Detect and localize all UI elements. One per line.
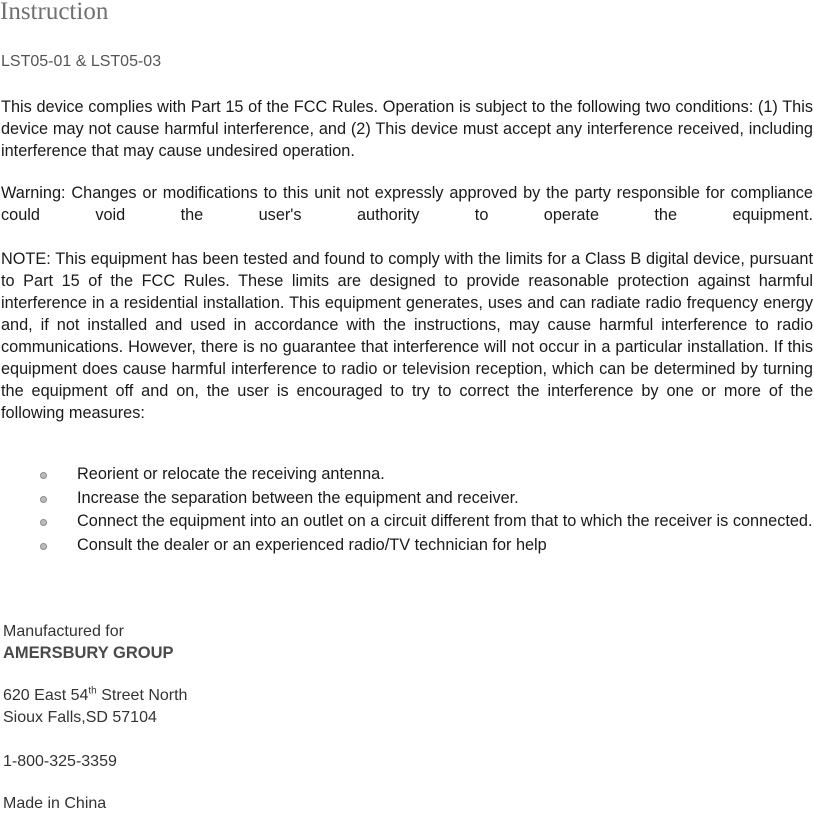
bullet-icon: [40, 543, 47, 550]
note-paragraph: NOTE: This equipment has been tested and found to comply with the limits for a Class B digital device, pursuant to Part 15 of the FCC Rules. These limits are designed to provide reasonable protection against harmful interference in a residential installation. This equipment generates, uses and can radiate radio frequency energy and, if not installed and used in accordance with the instructions, may cause harmful interference to radio communications. However, there is no guarantee that interference will not occur in a particular installation. If this equipment does cause harmful interference to radio or television reception, which can be determined by turning the equipment off and on, the user is encouraged to try to correct the interference by one or more of the following measures:: [1, 250, 813, 422]
model-numbers: LST05-01 & LST05-03: [1, 53, 162, 70]
list-item: [0, 487, 814, 511]
address-city: Sioux Falls,SD 57104: [3, 709, 157, 726]
address-street: [3, 686, 187, 706]
manufacturer-name: AMERSBURY GROUP: [3, 644, 174, 662]
warning-paragraph: Warning: Changes or modifications to this unit not expressly approved by the party responsible for compliance could void the user's authority to operate the equipment.: [1, 184, 813, 224]
fcc-compliance-paragraph: This device complies with Part 15 of the FCC Rules. Operation is subject to the following two conditions: (1) This device may not cause harmful interference, and (2) This device must accept any interference received, including interference that may cause undesired operation.: [1, 98, 813, 160]
list-item: [0, 534, 814, 558]
measure-text: Increase the separation between the equipment and receiver.: [77, 488, 519, 507]
measures-list: [0, 463, 814, 557]
measure-text: Reorient or relocate the receiving antenna.: [77, 465, 385, 483]
manufactured-for-label: Manufactured for: [3, 623, 124, 640]
list-item: [0, 510, 814, 534]
phone-number: 1-800-325-3359: [3, 753, 117, 770]
bullet-icon: [40, 519, 47, 526]
list-item: [0, 463, 814, 487]
measure-text: Consult the dealer or an experienced radio/TV technician for help: [77, 535, 547, 554]
street-ordinal: th: [88, 685, 97, 697]
page-title: Instruction: [0, 0, 109, 25]
street-prefix: 620 East 54: [3, 687, 89, 704]
country-of-origin: Made in China: [3, 795, 107, 812]
street-suffix: Street North: [96, 687, 188, 704]
measure-text: Connect the equipment into an outlet on a circuit different from that to which the receiver is connected.: [77, 512, 813, 530]
bullet-icon: [40, 472, 47, 479]
bullet-icon: [40, 496, 47, 503]
